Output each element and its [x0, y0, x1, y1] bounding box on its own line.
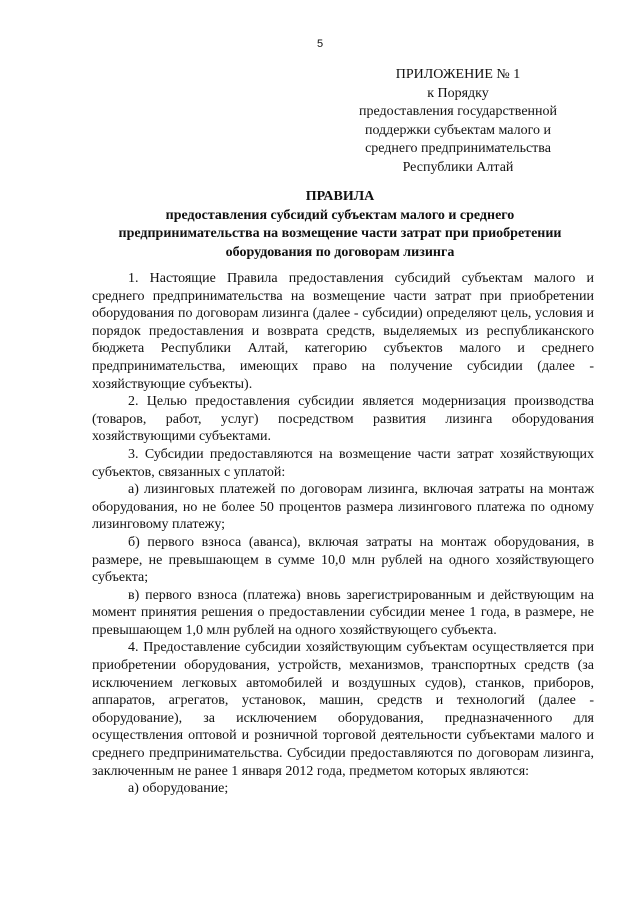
annex-line: среднего предпринимательства: [365, 141, 551, 156]
document-body: [92, 270, 594, 798]
annex-line: Республики Алтай: [402, 159, 514, 175]
paragraph-2: 2. Целью предоставления субсидии является модернизация производства (товаров, работ, услуг) посредством развития лизинга оборудования хозяйствующими субъектами.: [92, 394, 594, 445]
annex-line: ПРИЛОЖЕНИЕ № 1: [395, 67, 521, 82]
title-line: оборудования по договорам лизинга: [225, 244, 455, 260]
title-line: предоставления субсидий субъектам малого и среднего: [165, 207, 515, 223]
annex-header: [340, 66, 576, 177]
title-heading: ПРАВИЛА: [305, 189, 375, 204]
paragraph-1: 1. Настоящие Правила предоставления субсидий субъектам малого и среднего предпринимательства на возмещение части затрат при приобретении оборудования по договорам лизинга (далее - субсидии) определяют цель, условия и порядок предоставления и возврата средств, выделяемых из республиканского бюджета Республики Алтай, категорию субъектов малого и среднего предпринимательства, имеющих право на получение субсидии (далее - хозяйствующие субъекты).: [92, 271, 594, 392]
page-number: 5: [316, 38, 324, 50]
paragraph-3a: а) лизинговых платежей по договорам лизинга, включая затраты на монтаж оборудования, но не более 50 процентов размера лизингового платежа по одному лизинговому платежу;: [92, 482, 594, 533]
annex-line: поддержки субъектам малого и: [364, 122, 552, 138]
paragraph-4a: а) оборудование;: [128, 781, 229, 797]
title-line: предпринимательства на возмещение части затрат при приобретении: [118, 226, 562, 241]
paragraph-3c: в) первого взноса (платежа) вновь зарегистрированным и действующим на момент принятия решения о предоставлении субсидии менее 1 года, в размере, не превышающем 1,0 млн рублей на одного хозяйствующего субъекта.: [92, 587, 594, 638]
annex-line: предоставления государственной: [358, 104, 558, 119]
annex-line: к Порядку: [427, 85, 489, 101]
document-title: [80, 188, 600, 262]
paragraph-4: 4. Предоставление субсидии хозяйствующим субъектам осуществляется при приобретении оборудования, устройств, механизмов, транспортных средств (за исключением легковых автомобилей и воздушных судов), станков, приборов, аппаратов, агрегатов, установок, машин, средств и технологий (далее - оборудование), за исключением оборудования, предназначенного для осуществления оптовой и розничной торговой деятельности субъектами малого и среднего предпринимательства. Субсидии предоставляются по договорам лизинга, заключенным не ранее 1 января 2012 года, предметом которых являются:: [92, 640, 594, 779]
paragraph-3: 3. Субсидии предоставляются на возмещение части затрат хозяйствующих субъектов, связанных с уплатой:: [92, 446, 594, 480]
paragraph-3b: б) первого взноса (аванса), включая затраты на монтаж оборудования, в размере, не превышающем в сумме 10,0 млн рублей на одного хозяйствующего субъекта;: [92, 534, 594, 586]
